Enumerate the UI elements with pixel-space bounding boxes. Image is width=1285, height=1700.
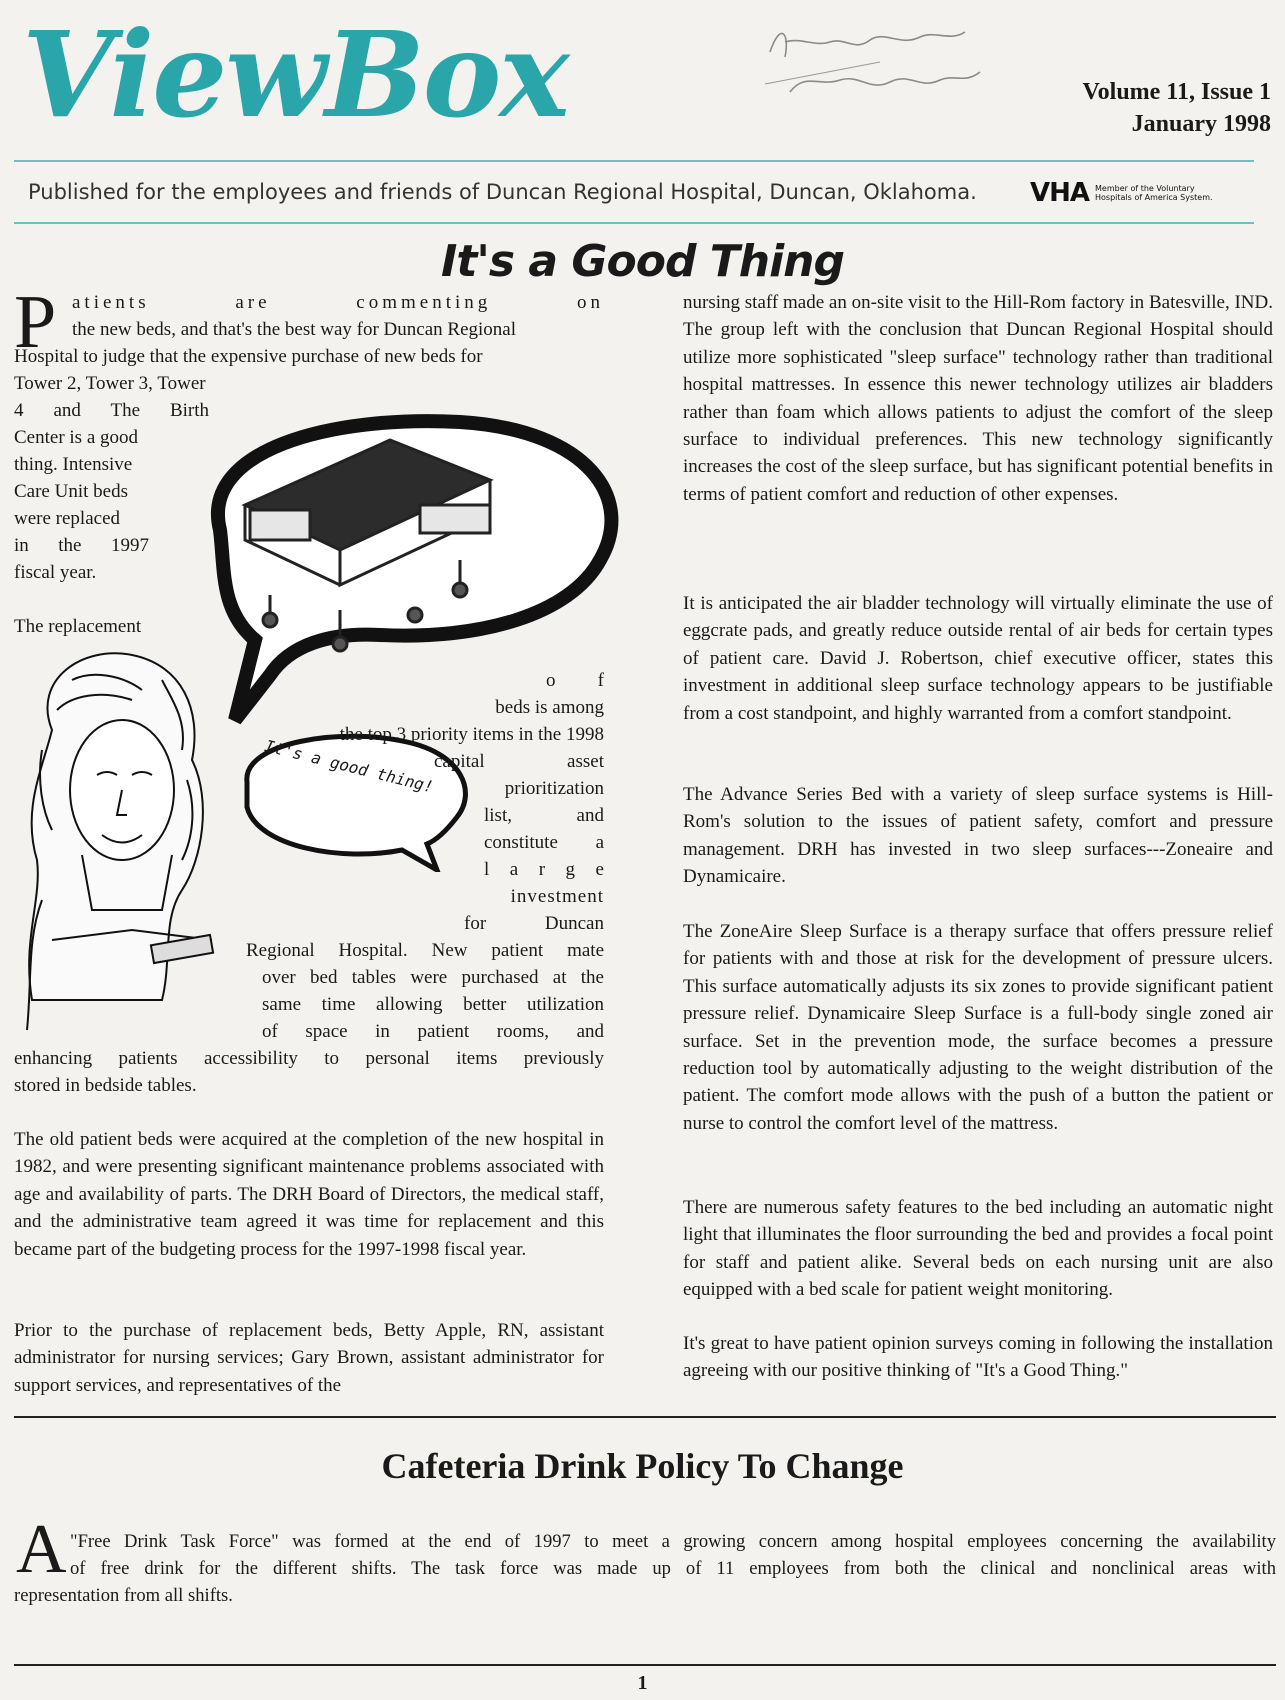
a1-line-1: atients are commenting on <box>72 292 604 313</box>
article2-drop-cap: A <box>16 1511 67 1588</box>
a1-line-3: Hospital to judge that the expensive purchase of new beds for <box>14 346 483 367</box>
a1-line-12: The replacement <box>14 616 142 637</box>
a1-line-25: same time allowing better utilization <box>262 994 604 1015</box>
article-title: It's a Good Thing <box>440 236 845 287</box>
a1-line-11: fiscal year. <box>14 562 97 583</box>
vha-caption <box>1095 184 1213 202</box>
a1-line-28: stored in bedside tables. <box>14 1075 197 1096</box>
a1-line-23: Regional Hospital. New patient mate <box>246 940 604 961</box>
drop-cap: P <box>14 280 57 364</box>
a1-line-15: the top 3 priority items in the 1998 <box>339 724 604 745</box>
a1-line-7: thing. Intensive <box>14 454 133 475</box>
a1-line-4: Tower 2, Tower 3, Tower <box>14 373 206 394</box>
vha-badge <box>1030 178 1213 208</box>
a1-right-para-1: nursing staff made an on-site visit to the Hill-Rom factory in Batesville, IND. The group left with the conclusion that Duncan Regional Hospital should utilize more sophisticated "sleep surface" technology rather than traditional hospital mattresses. In essence this newer technology utilizes air bladders rather than foam which allows patients to adjust the comfort of the sleep surface to individual preferences. This new technology significantly increases the cost of the sleep surface, but has significant potential benefits in terms of patient comfort and reduction of other expenses. <box>683 292 1273 505</box>
a1-line-24: over bed tables were purchased at the <box>262 967 604 988</box>
handwritten-note <box>760 12 990 122</box>
a1-left-para-3: Prior to the purchase of replacement beds, Betty Apple, RN, assistant administrator for nursing services; Gary Brown, assistant administrator for support services, and representatives of the <box>14 1320 604 1396</box>
vha-logo: VHA <box>1030 178 1090 208</box>
a1-line-21: investment <box>510 886 604 907</box>
bubble-text: It's a good thing! <box>262 736 436 797</box>
a1-right-para-6: It's great to have patient opinion surveys coming in following the installation agreeing with our positive thinking of "It's a Good Thing." <box>683 1333 1273 1382</box>
a1-line-18: list, and <box>484 805 604 826</box>
a1-right-para-5: There are numerous safety features to the bed including an automatic night light that illuminates the floor surrounding the bed and provides a focal point for staff and patient alike. Several beds on each nursing unit are also equipped with a bed scale for patient weight monitoring. <box>683 1197 1273 1301</box>
article2-title: Cafeteria Drink Policy To Change <box>381 1446 904 1486</box>
a1-line-20: l a r g e <box>484 859 604 880</box>
masthead-rule-bottom <box>14 222 1254 224</box>
a1-line-26: of space in patient rooms, and <box>262 1021 604 1042</box>
a1-line-14: beds is among <box>495 697 604 718</box>
date-label: January 1998 <box>1131 111 1271 137</box>
a1-line-2: the new beds, and that's the best way for Duncan Regional <box>72 319 516 340</box>
viewbox-logo: ViewBox <box>22 5 568 144</box>
page-number: 1 <box>637 1672 648 1694</box>
a1-right-para-2: It is anticipated the air bladder technology will virtually eliminate the use of eggcrate pads, and greatly reduce outside rental of air beds for certain types of patient care. David J. Robertson, chief executive officer, states this investment in additional sleep surface technology appears to be justifiable from a cost standpoint, and highly warranted from a comfort standpoint. <box>683 593 1273 724</box>
a1-line-5: 4 and The Birth <box>14 400 209 421</box>
a1-line-9: were replaced <box>14 508 121 529</box>
vha-caption-line2: Hospitals of America System. <box>1095 193 1213 202</box>
a1-line-8: Care Unit beds <box>14 481 128 502</box>
issue-info <box>1083 76 1271 140</box>
a1-line-10: in the 1997 <box>14 535 149 556</box>
a1-line-6: Center is a good <box>14 427 139 448</box>
a1-line-13: o f <box>546 670 604 691</box>
a1-line-17: prioritization <box>504 778 604 799</box>
a1-right-para-4: The ZoneAire Sleep Surface is a therapy surface that offers pressure relief for patients with and those at risk for the development of pressure ulcers. This surface automatically adjusts its six zones to provide significant patient pressure relief. Dynamicaire Sleep Surface is a full-body single zoned air surface. Set in the prevention mode, the surface becomes a pressure reduction tool by automatically adjusting to the weight distribution of the patient. The comfort mode allows with the push of a button the patient or nurse to control the comfort level of the mattress. <box>683 921 1273 1134</box>
a1-line-19: constitute a <box>484 832 604 853</box>
a2-line-2: of free drink for the different shifts. The task force was made up of 11 employees from both the clinical and nonclinical areas with <box>70 1558 1276 1579</box>
a2-line-1: "Free Drink Task Force" was formed at the end of 1997 to meet a growing concern among hospital employees concerning the availability <box>70 1531 1276 1552</box>
footer-rule <box>14 1664 1276 1666</box>
a1-right-para-3: The Advance Series Bed with a variety of sleep surface systems is Hill-Rom's solution to the issues of patient safety, comfort and pressure management. DRH has invested in two sleep surfaces---Zoneaire and Dynamicaire. <box>683 784 1273 888</box>
volume-label: Volume 11, Issue 1 <box>1082 79 1271 105</box>
a2-line-3: representation from all shifts. <box>14 1585 233 1606</box>
a1-line-16: capital asset <box>434 751 604 772</box>
vha-caption-line1: Member of the Voluntary <box>1095 184 1195 193</box>
section-divider <box>14 1416 1276 1418</box>
a1-line-22: for Duncan <box>464 913 604 934</box>
published-line: Published for the employees and friends of Duncan Regional Hospital, Duncan, Oklahoma. <box>28 180 977 204</box>
a1-line-27: enhancing patients accessibility to personal items previously <box>14 1048 604 1069</box>
a1-left-para-2: The old patient beds were acquired at the completion of the new hospital in 1982, and were presenting significant maintenance problems associated with age and availability of parts. The DRH Board of Directors, the medical staff, and the administrative team agreed it was time for replacement and this became part of the budgeting process for the 1997-1998 fiscal year. <box>14 1129 604 1260</box>
masthead-rule-top <box>14 160 1254 162</box>
